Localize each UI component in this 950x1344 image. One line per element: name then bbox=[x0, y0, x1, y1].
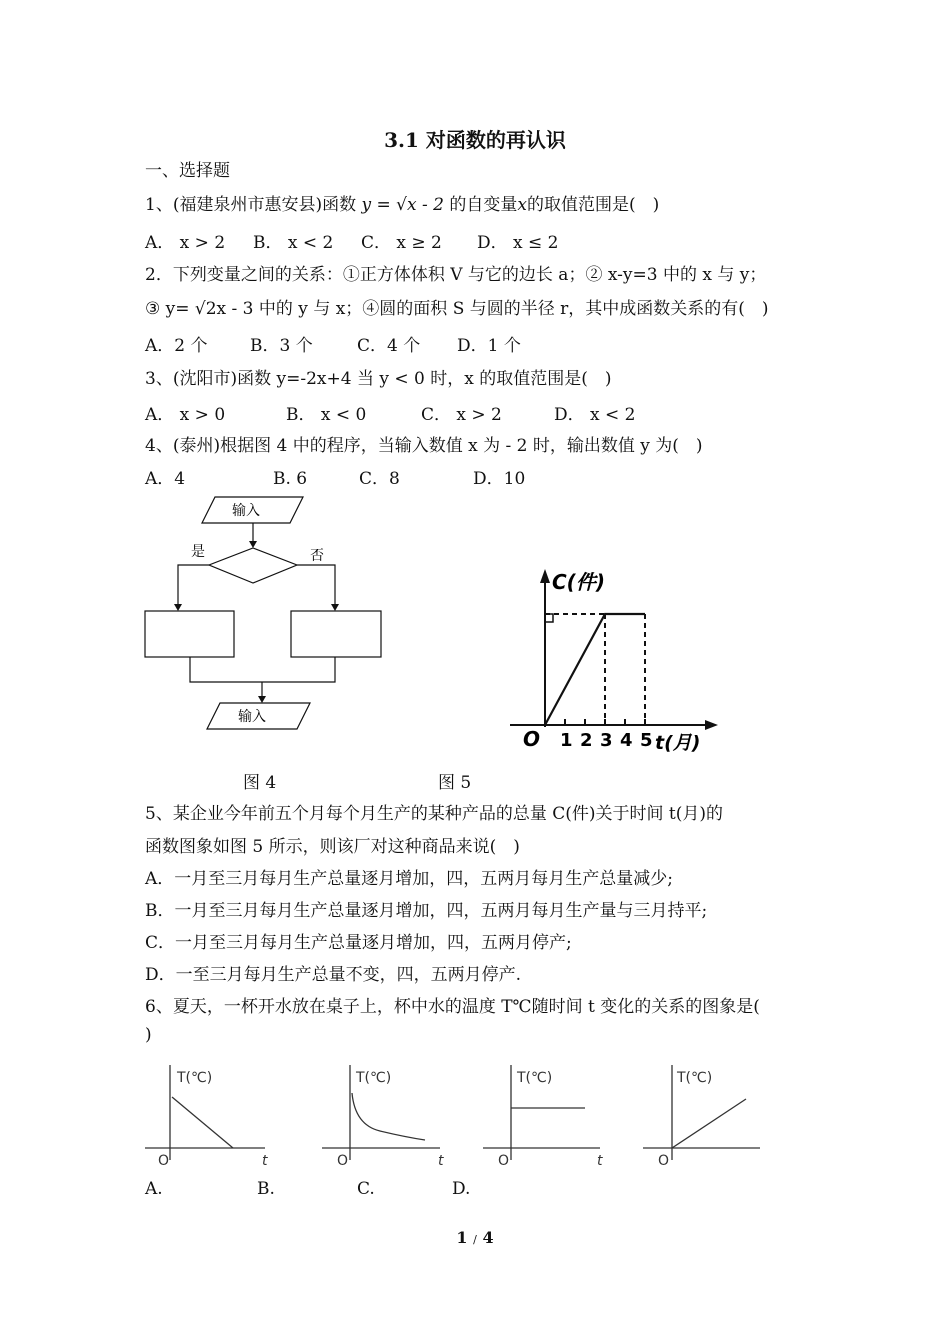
x-tick-label: 5 bbox=[640, 730, 653, 751]
q1-option-d[interactable]: D． x ≤ 2 bbox=[477, 233, 559, 253]
q6-graphs bbox=[140, 1055, 780, 1170]
q4-option-d[interactable]: D．10 bbox=[473, 469, 526, 489]
flow-yes-process-box bbox=[145, 611, 234, 657]
flow-no-branch bbox=[297, 565, 335, 606]
y-axis-label: C(件) bbox=[552, 570, 605, 594]
series-line bbox=[545, 614, 645, 725]
flow-no-label: 否 bbox=[310, 548, 324, 564]
flow-decision-diamond bbox=[209, 548, 297, 583]
graph-d-origin: O bbox=[658, 1153, 670, 1169]
figure-5-caption: 图 5 bbox=[438, 773, 472, 793]
q5-option-c[interactable]: C．一月至三月每月生产总量逐月增加，四，五两月停产; bbox=[145, 933, 572, 953]
question-5-line-1: 5、某企业今年前五个月每个月生产的某种产品的总量 C(件)关于时间 t(月)的 bbox=[145, 804, 723, 824]
q3-option-b[interactable]: B． x < 0 bbox=[286, 405, 367, 425]
y-axis-arrow bbox=[540, 569, 550, 583]
x-axis-label: t(月) bbox=[655, 732, 701, 754]
page-title: 3.1 对函数的再认识 bbox=[384, 128, 566, 152]
flow-output-label: 输入 bbox=[238, 709, 266, 725]
flow-input-label: 输入 bbox=[232, 503, 260, 519]
question-6-line-2: ) bbox=[145, 1025, 152, 1045]
q4-option-b[interactable]: B. 6 bbox=[273, 469, 308, 489]
question-3: 3、(沈阳市)函数 y=-2x+4 当 y < 0 时，x 的取值范围是( ) bbox=[145, 369, 612, 389]
q2-option-b[interactable]: B．3 个 bbox=[250, 336, 313, 356]
arrowhead bbox=[331, 604, 339, 611]
q4-option-c[interactable]: C．8 bbox=[359, 469, 400, 489]
x-tick-label: 3 bbox=[600, 730, 613, 751]
graph-a-xlabel: t bbox=[262, 1153, 268, 1169]
q5-option-b[interactable]: B．一月至三月每月生产总量逐月增加，四，五两月每月生产量与三月持平; bbox=[145, 901, 708, 921]
q2-option-c[interactable]: C．4 个 bbox=[357, 336, 421, 356]
question-6-line-1: 6、夏天，一杯开水放在桌子上，杯中水的温度 T℃随时间 t 变化的关系的图象是( bbox=[145, 997, 760, 1017]
q2-option-a[interactable]: A．2 个 bbox=[145, 336, 208, 356]
q1-option-c[interactable]: C． x ≥ 2 bbox=[361, 233, 442, 253]
corner-mark bbox=[545, 614, 553, 622]
graph-a-origin: O bbox=[158, 1153, 170, 1169]
graph-c-origin: O bbox=[498, 1153, 510, 1169]
question-4: 4、(泰州)根据图 4 中的程序，当输入数值 x 为 - 2 时，输出数值 y 为( ) bbox=[145, 436, 703, 456]
flow-merge-line bbox=[190, 657, 335, 682]
q4-option-a[interactable]: A．4 bbox=[145, 469, 186, 489]
figure-4-caption: 图 4 bbox=[243, 773, 277, 793]
q1-option-a[interactable]: A． x > 2 bbox=[145, 233, 226, 253]
q1-var: x bbox=[517, 195, 527, 215]
q6-options bbox=[145, 1178, 470, 1200]
q1-prefix: 1、(福建泉州市惠安县)函数 bbox=[145, 195, 357, 215]
graph-b-origin: O bbox=[337, 1153, 349, 1169]
q3-option-c[interactable]: C． x > 2 bbox=[421, 405, 502, 425]
figure-5-chart bbox=[500, 565, 730, 760]
page-separator: / bbox=[473, 1233, 477, 1246]
graph-c-xlabel: t bbox=[597, 1153, 603, 1169]
q3-option-d[interactable]: D． x < 2 bbox=[554, 405, 636, 425]
graph-b-xlabel: t bbox=[438, 1153, 444, 1169]
x-tick-label: 2 bbox=[580, 730, 593, 751]
graph-a-ylabel: T(℃) bbox=[177, 1070, 213, 1086]
flow-no-process-box bbox=[291, 611, 381, 657]
graph-b-curve bbox=[352, 1093, 425, 1140]
graph-c-ylabel: T(℃) bbox=[517, 1070, 553, 1086]
question-2-line-2: ③ y= √2x - 3 中的 y 与 x；④圆的面积 S 与圆的半径 r，其中成函数关系的有( ) bbox=[145, 299, 769, 319]
q6-option-a[interactable]: A. bbox=[145, 1179, 163, 1199]
q6-option-c[interactable]: C. bbox=[357, 1179, 375, 1199]
x-tick-label: 4 bbox=[620, 730, 633, 751]
page-number bbox=[0, 1228, 950, 1247]
question-2-line-1: 2．下列变量之间的关系：①正方体体积 V 与它的边长 a；② x-y=3 中的 x 与 y； bbox=[145, 265, 767, 285]
q1-suffix: 的自变量 bbox=[449, 195, 518, 215]
x-tick-label: 1 bbox=[560, 730, 573, 751]
graph-b-ylabel: T(℃) bbox=[356, 1070, 392, 1086]
graph-a-line bbox=[172, 1097, 233, 1148]
arrowhead bbox=[174, 604, 182, 611]
graph-d-ylabel: T(℃) bbox=[677, 1070, 713, 1086]
arrowhead bbox=[258, 696, 266, 703]
q1-suffix2: 的取值范围是( ) bbox=[526, 195, 660, 215]
q6-option-b[interactable]: B. bbox=[257, 1179, 275, 1199]
q5-option-d[interactable]: D．一至三月每月生产总量不变，四，五两月停产. bbox=[145, 965, 522, 985]
q1-option-b[interactable]: B． x < 2 bbox=[253, 233, 334, 253]
page-current: 1 bbox=[456, 1228, 468, 1247]
flow-yes-label: 是 bbox=[191, 544, 205, 560]
q1-formula: y = √x - 2 bbox=[361, 195, 444, 215]
q6-option-d[interactable]: D. bbox=[452, 1179, 471, 1199]
q3-option-a[interactable]: A． x > 0 bbox=[145, 405, 226, 425]
graph-d-line bbox=[672, 1099, 746, 1148]
page-total: 4 bbox=[482, 1228, 494, 1247]
q2-option-d[interactable]: D．1 个 bbox=[457, 336, 521, 356]
arrowhead bbox=[249, 541, 257, 548]
q5-option-a[interactable]: A．一月至三月每月生产总量逐月增加，四，五两月每月生产总量减少; bbox=[145, 869, 674, 889]
x-axis-arrow bbox=[705, 720, 718, 730]
origin-label: O bbox=[523, 727, 541, 751]
section-heading: 一、选择题 bbox=[145, 161, 230, 181]
question-5-line-2: 函数图象如图 5 所示，则该厂对这种商品来说( ) bbox=[145, 837, 520, 857]
flow-yes-branch bbox=[178, 565, 209, 606]
